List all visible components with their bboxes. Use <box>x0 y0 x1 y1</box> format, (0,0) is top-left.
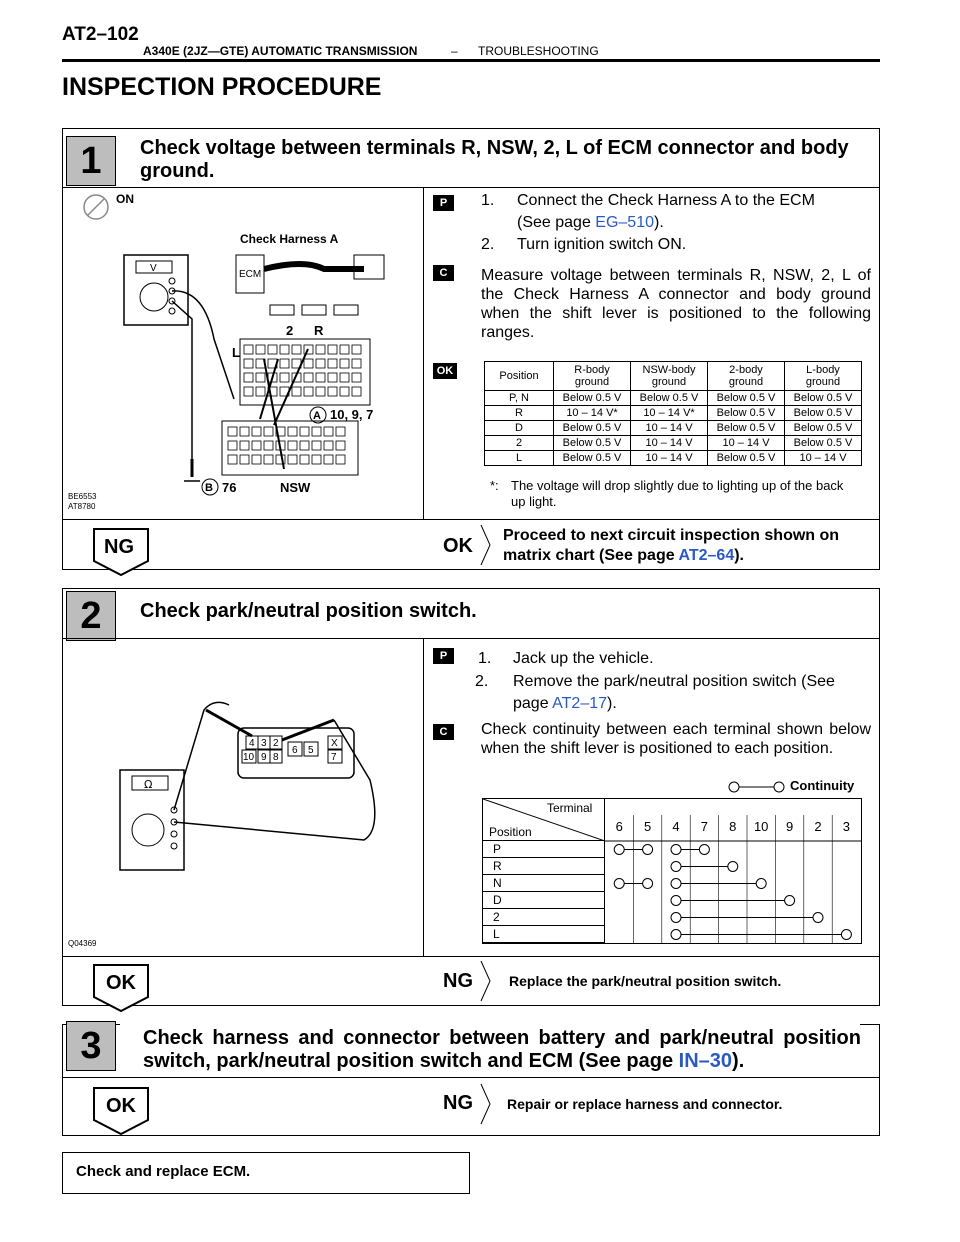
step2-check-text: Check continuity between each terminal shown below when the shift lever is positioned to each position. <box>481 721 871 757</box>
step2-prep-2-num: 2. <box>475 673 489 690</box>
voltage-col-2: 2-body ground <box>708 362 785 391</box>
ng-arrow-3 <box>480 1083 492 1125</box>
step2-result-rule <box>62 956 880 957</box>
step1-number: 1 <box>66 136 116 186</box>
connector-a <box>240 339 370 405</box>
voltage-cell: Below 0.5 V <box>708 406 785 421</box>
step1-prep-tag: P <box>433 195 454 211</box>
terminal-2-label: 2 <box>286 323 294 338</box>
step1-ng-label: NG <box>104 536 134 558</box>
ng-arrow-2 <box>480 960 492 1002</box>
step1-head-rule <box>62 187 880 188</box>
terminal-column-header: 3 <box>842 819 850 834</box>
voltage-cell: 10 – 14 V <box>785 451 862 466</box>
page-number: AT2–102 <box>62 24 139 45</box>
position-row-label: L <box>483 926 605 943</box>
voltage-col-nsw: NSW-body ground <box>631 362 708 391</box>
voltage-cell: D <box>485 421 554 436</box>
step2-ok-label: OK <box>106 972 136 994</box>
pin-label: X <box>331 738 338 749</box>
step1-ok-tag: OK <box>433 363 457 379</box>
voltage-cell: 10 – 14 V* <box>631 406 708 421</box>
voltage-cell: L <box>485 451 554 466</box>
voltage-col-position: Position <box>485 362 554 391</box>
step2-ng-label: NG <box>443 970 473 992</box>
footnote: The voltage will drop slightly due to lighting up of the back up light. <box>511 478 844 509</box>
link-in-30[interactable]: IN–30 <box>678 1050 733 1072</box>
terminal-column-header: 7 <box>700 819 708 834</box>
pin-label: 10 <box>243 752 255 763</box>
voltage-cell: Below 0.5 V <box>631 391 708 406</box>
continuity-terminal-mark <box>614 845 624 855</box>
voltage-cell: Below 0.5 V <box>554 421 631 436</box>
step1-ok-result-close: ). <box>734 547 744 564</box>
terminal-column-header: 10 <box>753 819 769 834</box>
voltage-row <box>485 421 862 436</box>
continuity-terminal-mark <box>671 930 681 940</box>
step1-prep-1-num: 1. <box>481 192 495 209</box>
voltage-row <box>485 406 862 421</box>
continuity-terminal-mark <box>756 879 766 889</box>
continuity-terminal-mark <box>728 862 738 872</box>
voltage-col-l: L-body ground <box>785 362 862 391</box>
header-rule <box>62 59 880 62</box>
continuity-terminal-mark <box>643 845 653 855</box>
ignition-on-label: ON <box>116 192 134 206</box>
illus-id-2: AT8780 <box>68 502 96 511</box>
step1-result-rule <box>62 519 880 520</box>
pin-label: 3 <box>261 738 267 749</box>
step3-ng-result: Repair or replace harness and connector. <box>507 1096 783 1112</box>
connector-a-letter: A <box>313 410 321 422</box>
terminal-l-label: L <box>232 345 240 360</box>
step3-ng-label: NG <box>443 1092 473 1114</box>
voltage-cell: 10 – 14 V* <box>554 406 631 421</box>
step3-heading-text: Check harness and connector between battery and park/neutral position switch, park/neutral position switch and ECM (See page <box>143 1027 861 1072</box>
connector-a-pins: 10, 9, 7 <box>330 407 374 422</box>
step3-ok-label: OK <box>106 1095 136 1117</box>
position-row-label: 2 <box>483 909 605 926</box>
step1-prep-ref-text: (See page <box>517 214 596 231</box>
voltage-cell: Below 0.5 V <box>785 436 862 451</box>
continuity-terminal-mark <box>671 896 681 906</box>
step1-prep-2: Turn ignition switch ON. <box>517 236 687 253</box>
connector-b-letter: B <box>205 482 213 494</box>
connector-b <box>222 421 358 475</box>
continuity-terminal-mark <box>671 879 681 889</box>
continuity-legend: Continuity <box>790 778 855 793</box>
voltage-row <box>485 451 862 466</box>
step1-illustration <box>64 189 420 517</box>
continuity-terminal-mark <box>643 879 653 889</box>
step1-prep-1-ref <box>517 212 664 234</box>
nsw-label: NSW <box>280 480 311 495</box>
voltage-row <box>485 391 862 406</box>
terminal-column-header: 2 <box>814 819 822 834</box>
step2-prep-1-num: 1. <box>478 650 492 667</box>
step1-ok-label: OK <box>443 535 473 557</box>
pin-label: 6 <box>292 745 298 756</box>
page-title: INSPECTION PROCEDURE <box>62 73 382 101</box>
ohm-symbol: Ω <box>144 778 153 791</box>
position-row-label: P <box>483 841 605 858</box>
terminal-column-header: 4 <box>672 819 680 834</box>
step3-top-rule-right <box>860 1024 880 1025</box>
step3-number: 3 <box>66 1021 116 1071</box>
step2-illustration <box>64 680 420 950</box>
continuity-terminal-mark <box>671 845 681 855</box>
step2-number: 2 <box>66 591 116 641</box>
voltage-cell: Below 0.5 V <box>708 421 785 436</box>
terminal-r-label: R <box>314 323 324 338</box>
voltage-cell: Below 0.5 V <box>785 421 862 436</box>
step2-prep-ref-text: page <box>513 695 553 712</box>
pin-label: 8 <box>273 752 279 763</box>
pin-label: 7 <box>331 752 337 763</box>
pin-label: 2 <box>273 738 279 749</box>
step2-ng-result: Replace the park/neutral position switch. <box>509 973 782 989</box>
terminal-label: Terminal <box>547 801 593 815</box>
voltage-cell: Below 0.5 V <box>554 436 631 451</box>
voltage-col-r: R-body ground <box>554 362 631 391</box>
continuity-marks <box>483 799 861 943</box>
link-at2-17[interactable]: AT2–17 <box>552 695 608 712</box>
continuity-terminal-mark <box>671 862 681 872</box>
section-title: TROUBLESHOOTING <box>478 44 599 58</box>
voltage-cell: P, N <box>485 391 554 406</box>
voltage-cell: Below 0.5 V <box>785 391 862 406</box>
note-star: *: <box>490 478 499 493</box>
terminal-column-header: 5 <box>643 819 652 834</box>
step1-ok-result-text: Proceed to next circuit inspection shown on matrix chart (See page <box>503 527 840 564</box>
step2-prep-1: Jack up the vehicle. <box>513 650 654 667</box>
voltage-cell: Below 0.5 V <box>554 451 631 466</box>
voltage-cell: 10 – 14 V <box>631 451 708 466</box>
terminal-column-header: 9 <box>785 819 794 834</box>
step2-head-rule <box>62 638 880 639</box>
step2-prep-ref-close: ). <box>607 695 617 712</box>
voltage-cell: Below 0.5 V <box>708 451 785 466</box>
step3-heading-close: ). <box>732 1050 745 1072</box>
pin-label: 9 <box>261 752 267 763</box>
voltage-cell: 10 – 14 V <box>708 436 785 451</box>
step1-ok-result <box>503 526 868 566</box>
continuity-legend-icon <box>727 780 787 794</box>
position-row-label: N <box>483 875 605 892</box>
step2-heading: Check park/neutral position switch. <box>140 600 477 622</box>
ecm-label: ECM <box>239 269 262 280</box>
step2-prep-2: Remove the park/neutral position switch (See <box>513 673 835 690</box>
step1-check-tag: C <box>433 265 454 281</box>
connector-b-pin: 76 <box>222 480 237 495</box>
voltage-cell: Below 0.5 V <box>554 391 631 406</box>
position-row-label: D <box>483 892 605 909</box>
voltmeter-label: V <box>150 263 157 274</box>
terminal-column-header: 8 <box>729 819 737 834</box>
voltage-cell: Below 0.5 V <box>708 391 785 406</box>
step2-divider <box>423 638 424 956</box>
step1-prep-ref-close: ). <box>654 214 664 231</box>
continuity-terminal-mark <box>813 913 823 923</box>
illus-id-3: Q04369 <box>68 939 97 948</box>
continuity-terminal-mark <box>671 913 681 923</box>
continuity-terminal-mark <box>841 930 851 940</box>
step3-heading <box>143 1027 861 1073</box>
pin-label: 5 <box>308 745 314 756</box>
link-eg-510[interactable]: EG–510 <box>595 214 654 231</box>
manual-title: A340E (2JZ—GTE) AUTOMATIC TRANSMISSION <box>143 44 418 58</box>
pin-label: 4 <box>249 738 255 749</box>
position-label: Position <box>489 825 532 839</box>
step1-prep-1: Connect the Check Harness A to the ECM <box>517 192 815 209</box>
step2-prep-2-ref <box>513 693 617 715</box>
terminal-column-header: 6 <box>615 819 623 834</box>
continuity-table <box>482 798 862 944</box>
position-row-label: R <box>483 858 605 875</box>
link-at2-64[interactable]: AT2–64 <box>678 547 735 564</box>
step2-check-tag: C <box>433 724 454 740</box>
step3-head-rule <box>62 1077 880 1078</box>
voltage-cell: 10 – 14 V <box>631 436 708 451</box>
continuity-terminal-mark <box>614 879 624 889</box>
illus-id-1: BE6553 <box>68 492 97 501</box>
continuity-terminal-mark <box>785 896 795 906</box>
voltage-cell: Below 0.5 V <box>785 406 862 421</box>
ok-arrow-1 <box>480 524 492 566</box>
step1-divider <box>423 187 424 519</box>
voltage-row <box>485 436 862 451</box>
voltage-table <box>484 361 862 466</box>
final-action: Check and replace ECM. <box>76 1163 251 1180</box>
voltage-cell: R <box>485 406 554 421</box>
continuity-terminal-mark <box>699 845 709 855</box>
check-harness-label: Check Harness A <box>240 232 339 246</box>
voltage-cell: 2 <box>485 436 554 451</box>
step1-prep-2-num: 2. <box>481 236 495 253</box>
voltage-cell: 10 – 14 V <box>631 421 708 436</box>
header-separator: – <box>451 44 458 58</box>
step1-heading: Check voltage between terminals R, NSW, 2, L of ECM connector and body ground. <box>140 137 849 182</box>
step1-check-text: Measure voltage between terminals R, NSW, 2, L of the Check Harness A connector and body ground when the shift lever is positioned to the following ranges. <box>481 267 871 341</box>
step2-prep-tag: P <box>433 648 454 664</box>
